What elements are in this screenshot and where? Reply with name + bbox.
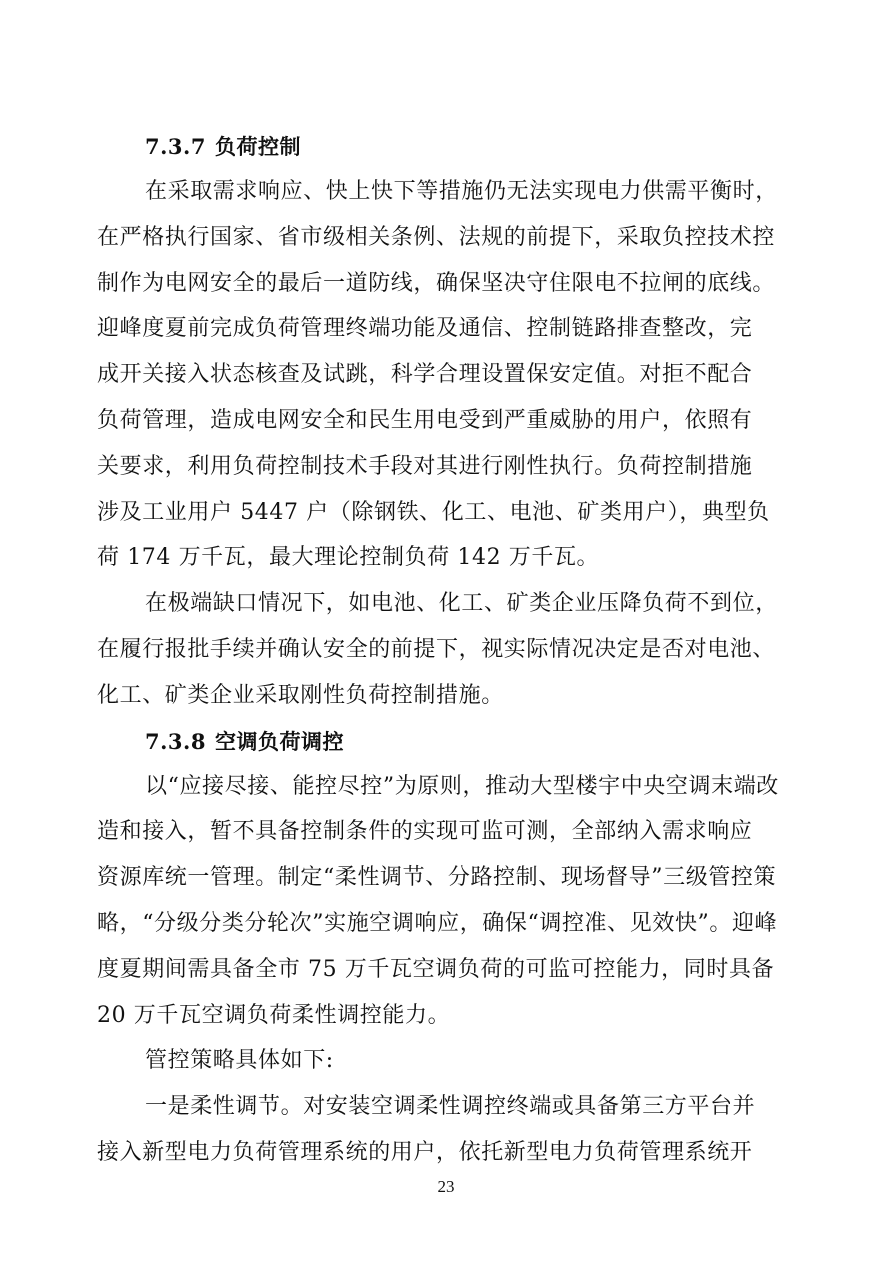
text-line: 造和接入，暂不具备控制条件的实现可监可测，全部纳入需求响应 [97, 819, 753, 845]
text-line: 荷 174 万千瓦，最大理论控制负荷 142 万千瓦。 [97, 545, 600, 571]
text-line: 在严格执行国家、省市级相关条例、法规的前提下，采取负控技术控 [97, 224, 776, 250]
paragraph-flexible-adjustment [97, 1084, 799, 1176]
text-line: 在履行报批手续并确认安全的前提下，视实际情况决定是否对电池、 [97, 636, 776, 662]
text-line: 迎峰度夏前完成负荷管理终端功能及通信、控制链路排查整改，完 [97, 316, 753, 342]
text-line: 在极端缺口情况下，如电池、化工、矿类企业压降负荷不到位， [145, 591, 778, 617]
text-line: 化工、矿类企业采取刚性负荷控制措施。 [97, 682, 504, 708]
paragraph-extreme-shortage [97, 581, 799, 718]
section-title: 负荷控制 [215, 134, 301, 159]
paragraph-strategy-intro [97, 1038, 799, 1084]
text-line: 关要求，利用负荷控制技术手段对其进行刚性执行。负荷控制措施 [97, 453, 753, 479]
text-line: 成开关接入状态核查及试跳，科学合理设置保安定值。对拒不配合 [97, 362, 753, 388]
text-line: 以“应接尽接、能控尽控”为原则，推动大型楼宇中央空调末端改 [145, 773, 779, 799]
text-line: 涉及工业用户 5447 户（除钢铁、化工、电池、矿类用户），典型负 [97, 499, 770, 525]
text-line: 制作为电网安全的最后一道防线，确保坚决守住限电不拉闸的底线。 [97, 270, 776, 296]
text-line: 在采取需求响应、快上快下等措施仍无法实现电力供需平衡时， [145, 179, 778, 204]
text-line: 20 万千瓦空调负荷柔性调控能力。 [97, 1002, 451, 1028]
text-line: 度夏期间需具备全市 75 万千瓦空调负荷的可监可控能力，同时具备 [97, 956, 775, 982]
text-line: 略，“分级分类分轮次”实施空调响应，确保“调控准、见效快”。迎峰 [97, 910, 778, 936]
text-line: 负荷管理，造成电网安全和民生用电受到严重威胁的用户，依照有 [97, 407, 753, 433]
section-title: 空调负荷调控 [215, 728, 344, 754]
section-number: 7.3.8 [145, 728, 206, 754]
text-line: 一是柔性调节。对安装空调柔性调控终端或具备第三方平台并 [145, 1094, 756, 1120]
paragraph-load-control [97, 169, 799, 581]
text-line: 接入新型电力负荷管理系统的用户，依托新型电力负荷管理系统开 [97, 1139, 753, 1165]
text-line: 资源库统一管理。制定“柔性调节、分路控制、现场督导”三级管控策 [97, 865, 777, 891]
text-line: 管控策略具体如下: [145, 1048, 334, 1074]
section-heading-7-3-7 [97, 124, 799, 169]
paragraph-ac-load-principle [97, 764, 799, 1039]
section-heading-7-3-8 [97, 719, 799, 764]
page-number: 23 [437, 1177, 455, 1196]
page-body [97, 124, 799, 1176]
section-number: 7.3.7 [145, 134, 206, 159]
